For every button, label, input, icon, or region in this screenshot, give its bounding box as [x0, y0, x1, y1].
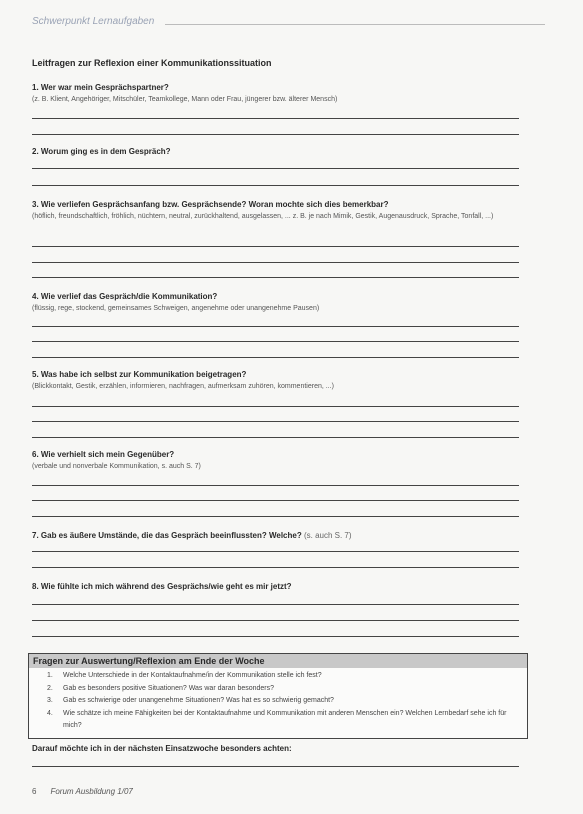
- answer-line[interactable]: [32, 341, 519, 342]
- footer: [32, 787, 133, 796]
- answer-line[interactable]: [32, 262, 519, 263]
- evaluation-box: [28, 653, 528, 739]
- header-title: Schwerpunkt Lernaufgaben: [32, 16, 155, 27]
- answer-line[interactable]: [32, 437, 519, 438]
- question-1-hint: (z. B. Klient, Angehöriger, Mitschüler, Teamkollege, Mann oder Frau, jüngerer bzw. älterer Mensch): [32, 96, 338, 103]
- question-6-hint: (verbale und nonverbale Kommunikation, s. auch S. 7): [32, 463, 201, 470]
- answer-line[interactable]: [32, 551, 519, 552]
- answer-line[interactable]: [32, 500, 519, 501]
- answer-line[interactable]: [32, 246, 519, 247]
- answer-line[interactable]: [32, 567, 519, 568]
- question-7-text: 7. Gab es äußere Umstände, die das Gespräch beeinflussten? Welche?: [32, 531, 302, 540]
- page-number: 6: [32, 787, 37, 796]
- answer-line[interactable]: [32, 421, 519, 422]
- list-item-number: 1.: [47, 672, 53, 679]
- answer-line[interactable]: [32, 766, 519, 767]
- page-title: Leitfragen zur Reflexion einer Kommunikationssituation: [32, 58, 272, 68]
- list-item-number: 3.: [47, 697, 53, 704]
- answer-line[interactable]: [32, 636, 519, 637]
- answer-line[interactable]: [32, 326, 519, 327]
- answer-line[interactable]: [32, 620, 519, 621]
- question-3-hint: (höflich, freundschaftlich, fröhlich, nüchtern, neutral, zurückhaltend, ausgelassen, ... z. B. je nach Mimik, Gestik, Augenausdruck, Sprache, Tonfall, ...): [32, 213, 494, 220]
- list-item-number: 4.: [47, 709, 53, 717]
- answer-line[interactable]: [32, 134, 519, 135]
- answer-line[interactable]: [32, 277, 519, 278]
- question-1-title: 1. Wer war mein Gesprächspartner?: [32, 83, 169, 92]
- list-item-text: Wie schätze ich meine Fähigkeiten bei der Kontaktaufnahme und Kommunikation mit anderen Menschen ein? Welchen Lernbedarf sehe ich für mich?: [63, 709, 507, 729]
- list-item-text: Welche Unterschiede in der Kontaktaufnahme/in der Kommunikation stelle ich fest?: [63, 672, 322, 679]
- answer-line[interactable]: [32, 604, 519, 605]
- question-8-title: 8. Wie fühlte ich mich während des Gesprächs/wie geht es mir jetzt?: [32, 582, 292, 591]
- answer-line[interactable]: [32, 185, 519, 186]
- list-item-text: Gab es besonders positive Situationen? Was war daran besonders?: [63, 684, 275, 692]
- question-7-title: [32, 531, 352, 540]
- question-6-title: 6. Wie verhielt sich mein Gegenüber?: [32, 450, 175, 459]
- answer-line[interactable]: [32, 406, 519, 407]
- answer-line[interactable]: [32, 485, 519, 486]
- final-question: Darauf möchte ich in der nächsten Einsatzwoche besonders achten:: [32, 744, 292, 753]
- question-5-title: 5. Was habe ich selbst zur Kommunikation beigetragen?: [32, 370, 247, 379]
- question-3-title: 3. Wie verliefen Gesprächsanfang bzw. Gesprächsende? Woran mochte sich dies bemerkbar?: [32, 200, 389, 209]
- list-item: [47, 683, 517, 696]
- answer-line[interactable]: [32, 357, 519, 358]
- list-item: [47, 670, 517, 683]
- list-item: [47, 708, 517, 733]
- header-rule: [165, 24, 545, 25]
- answer-line[interactable]: [32, 118, 519, 119]
- question-5-hint: (Blickkontakt, Gestik, erzählen, informieren, nachfragen, aufmerksam zuhören, kommentieren, ...): [32, 383, 334, 390]
- question-7-hint: (s. auch S. 7): [303, 531, 352, 540]
- question-4-hint: (flüssig, rege, stockend, gemeinsames Schweigen, angenehme oder unangenehme Pausen): [32, 305, 320, 312]
- answer-line[interactable]: [32, 168, 519, 169]
- evaluation-box-header: [29, 654, 527, 668]
- evaluation-list: [47, 670, 517, 733]
- question-4-title: 4. Wie verlief das Gespräch/die Kommunikation?: [32, 292, 218, 301]
- evaluation-box-title: Fragen zur Auswertung/Reflexion am Ende der Woche: [33, 656, 265, 666]
- footer-text: Forum Ausbildung 1/07: [50, 787, 133, 796]
- answer-line[interactable]: [32, 516, 519, 517]
- list-item-text: Gab es schwierige oder unangenehme Situationen? Was hat es so schwierig gemacht?: [63, 697, 334, 704]
- question-2-title: 2. Worum ging es in dem Gespräch?: [32, 147, 171, 156]
- list-item: [47, 695, 517, 708]
- list-item-number: 2.: [47, 684, 53, 692]
